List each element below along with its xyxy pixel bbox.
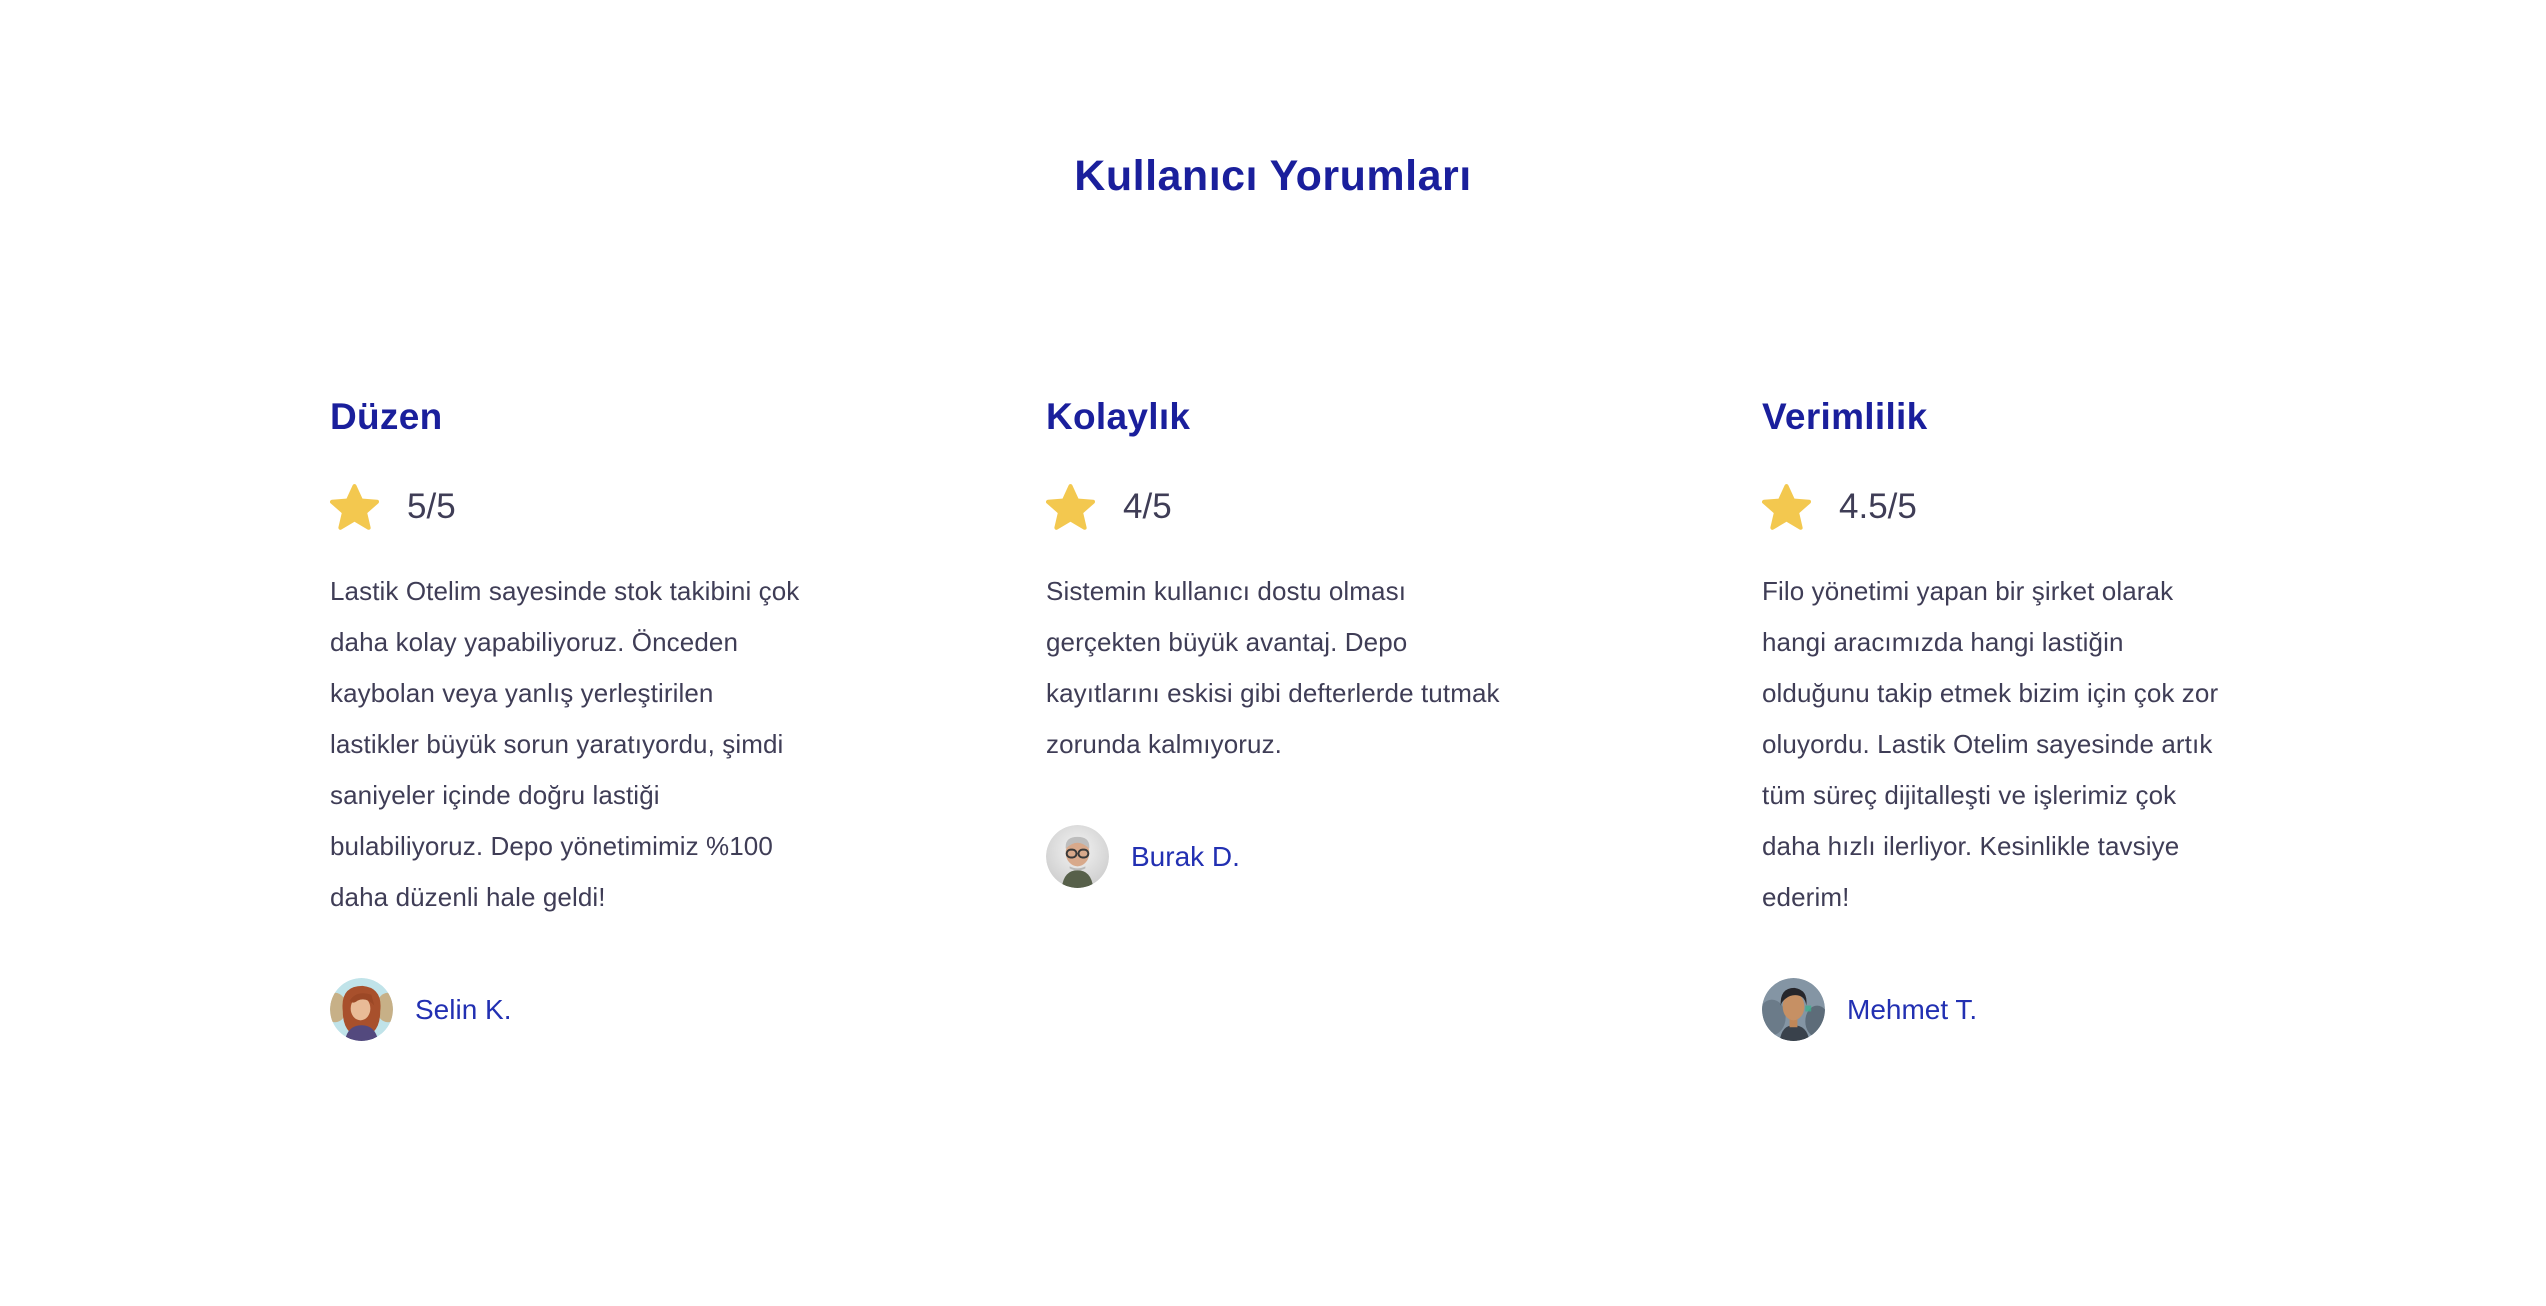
review-card (330, 395, 800, 1041)
avatar (330, 978, 393, 1041)
author-name: Mehmet T. (1847, 993, 1978, 1025)
review-text: Filo yönetimi yapan bir şirket olarak hangi aracımızda hangi lastiğin olduğunu takip etmek bizim için çok zor oluyordu. Lastik Otelim sayesinde artık tüm süreç dijitalleşti ve işlerimiz çok daha hızlı ilerliyor. Kesinlikle tavsiye ederim! (1762, 576, 2219, 912)
star-icon (1762, 483, 1811, 530)
author-row (330, 978, 800, 1041)
avatar (1046, 825, 1109, 888)
category-heading: Verimlilik (1762, 396, 1928, 437)
author-name: Selin K. (415, 993, 512, 1025)
review-text: Sistemin kullanıcı dostu olması gerçekten büyük avantaj. Depo kayıtlarını eskisi gibi defterlerde tutmak zorunda kalmıyoruz. (1046, 576, 1500, 759)
reviews-grid (0, 395, 2546, 1041)
rating-row (1762, 483, 2232, 530)
rating-value: 5/5 (407, 486, 456, 526)
category-heading: Düzen (330, 396, 443, 437)
avatar (1762, 978, 1825, 1041)
author-name: Burak D. (1131, 840, 1240, 872)
review-card (1762, 395, 2232, 1041)
rating-row (330, 483, 800, 530)
avatar-image-man-glasses (1046, 825, 1109, 888)
star-icon (1046, 483, 1095, 530)
page-title: Kullanıcı Yorumları (1074, 152, 1472, 200)
avatar-image-young-man (1762, 978, 1825, 1041)
author-row (1762, 978, 2232, 1041)
avatar-image-woman (330, 978, 393, 1041)
review-card (1046, 395, 1516, 1041)
star-icon (330, 483, 379, 530)
rating-value: 4.5/5 (1839, 486, 1917, 526)
rating-row (1046, 483, 1516, 530)
rating-value: 4/5 (1123, 486, 1172, 526)
author-row (1046, 825, 1516, 888)
review-text: Lastik Otelim sayesinde stok takibini çok daha kolay yapabiliyoruz. Önceden kaybolan veya yanlış yerleştirilen lastikler büyük sorun yaratıyordu, şimdi saniyeler içinde doğru lastiği bulabiliyoruz. Depo yönetimimiz %100 daha düzenli hale geldi! (330, 576, 800, 912)
category-heading: Kolaylık (1046, 396, 1191, 437)
